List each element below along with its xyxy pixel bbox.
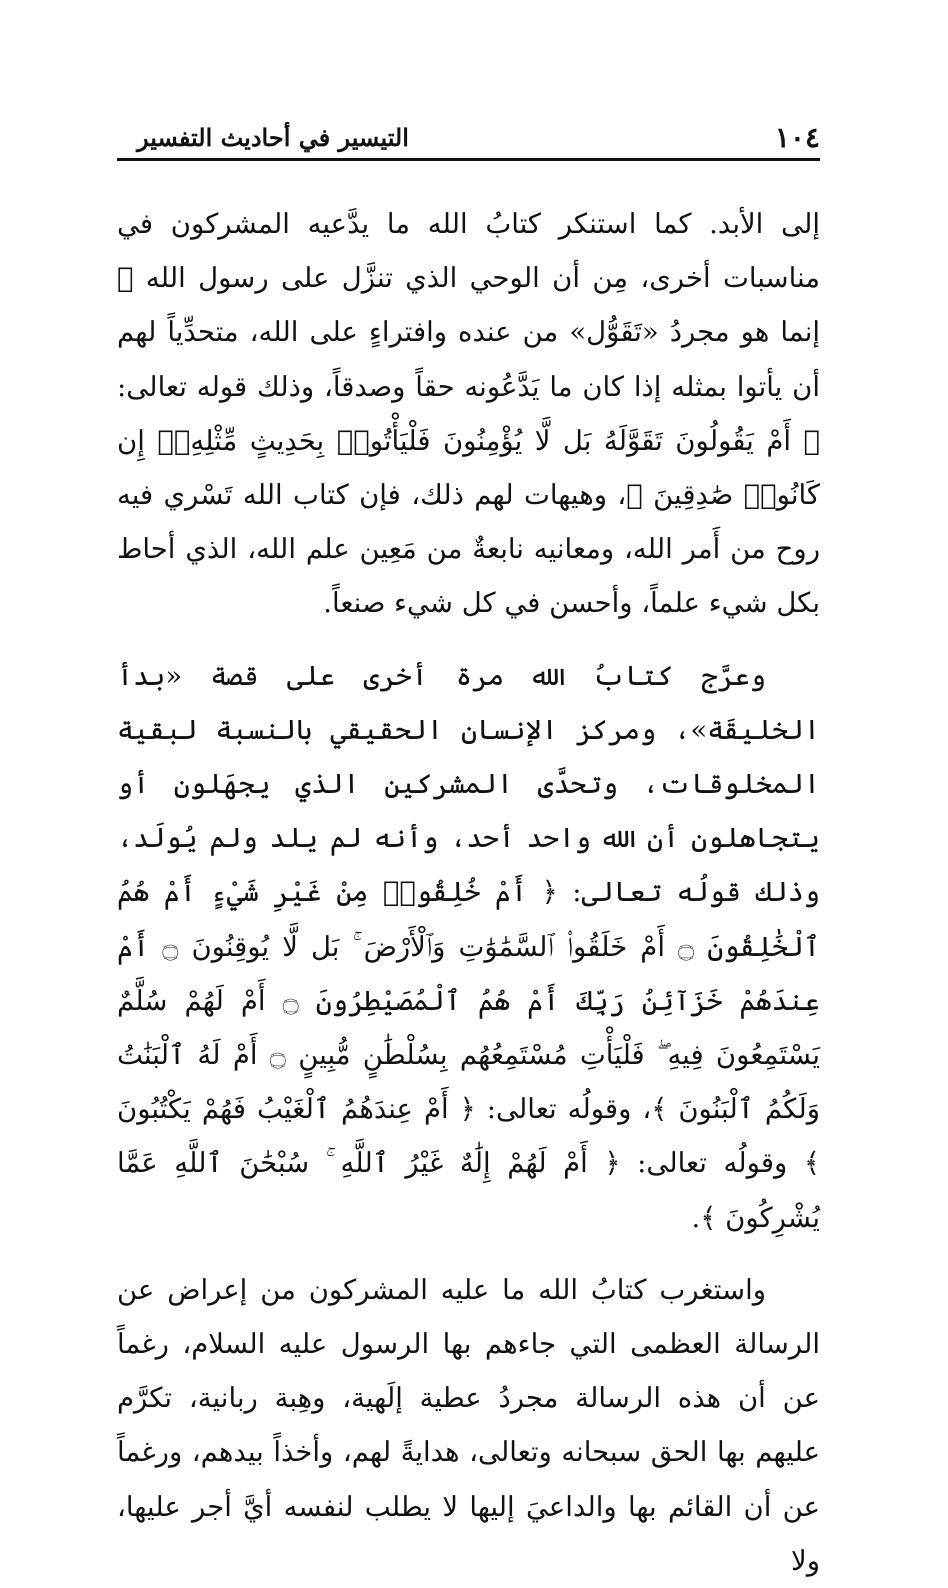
paragraph-1: إلى الأبد. كما استنكر كتابُ الله ما يدَّعيه المشركون في مناسبات أخرى، مِن أن الوحي الذي تنزَّل على رسول الله ﷺ إنما هو مجردُ «تَقَوُّل» من عنده وافتراءٍ على الله، متحدِّياً لهم أن يأتوا بمثله إذا كان ما يَدَّعُونه حقاً وصدقاً، وذلك قوله تعالى: ﴿ أَمْ يَقُولُونَ تَقَوَّلَهُ بَل لَّا يُؤْمِنُونَ فَلْيَأْتُوا۟ بِحَدِيثٍ مِّثْلِهِۦٓ إِن كَانُوا۟ صَٰدِقِينَ ﴾، وهيهات لهم ذلك، فإن كتاب الله تَسْري فيه روح من أَمر الله، ومعانيه نابعةٌ من مَعِين علم الله، الذي أحاط بكل شيء علماً، وأحسن في كل شيء صنعاً. [117,208,820,620]
book-page [117,118,820,1577]
paragraph-3: واستغرب كتابُ الله ما عليه المشركون من إعراض عن الرسالة العظمى التي جاءهم بها الرسول عليه السلام، رغماً عن أن هذه الرسالة مجردُ عطية إلَهية، وهِبة ربانية، تكرَّم عليهم بها الحق سبحانه وتعالى، هدايةً لهم، وأخذاً بيدهم، ورغماً عن أن القائم بها والداعيَ إليها لا يطلب لنفسه أيَّ أجر عليها، ولا [117,1273,820,1577]
paragraph-2: وعرَّج كتابُ الله مرة أخرى على قصة «بدأ الخليقَة»، ومركز الإنسان الحقيقي بالنسبة لبقية المخلوقات، وتحدَّى المشركين الذي يجهَلون أو يتجاهلون أن الله واحد أحد، وأنه لم يلد ولم يُولَد، وذلك قولُه تعالى: ﴿ أَمْ خُلِقُوا۟ مِنْ غَيْرِ شَيْءٍ أَمْ هُمُ ٱلْخَٰلِقُونَ ۝ أَمْ خَلَقُوا۟ ٱلسَّمَٰوَٰتِ وَٱلْأَرْضَ ۚ بَل لَّا يُوقِنُونَ ۝ أَمْ عِندَهُمْ خَزَآئِنُ رَبِّكَ أَمْ هُمُ ٱلْمُصَيْطِرُونَ ۝ أَمْ لَهُمْ سُلَّمٌ يَسْتَمِعُونَ فِيهِ ۖ فَلْيَأْتِ مُسْتَمِعُهُم بِسُلْطَٰنٍ مُّبِينٍ ۝ أَمْ لَهُ ٱلْبَنَٰتُ وَلَكُمُ ٱلْبَنُونَ ﴾، وقولُه تعالى: ﴿ أَمْ عِندَهُمُ ٱلْغَيْبُ فَهُمْ يَكْتُبُونَ ﴾ وقولُه تعالى: ﴿ أَمْ لَهُمْ إِلَٰهٌ غَيْرُ ٱللَّهِ ۚ سُبْحَٰنَ ٱللَّهِ عَمَّا يُشْرِكُونَ ﴾. [117,659,820,1234]
running-title: التيسير في أحاديث التفسير [137,123,409,152]
page-header [117,118,820,161]
page-number: ١٠٤ [774,121,820,154]
page-body [117,197,820,1588]
